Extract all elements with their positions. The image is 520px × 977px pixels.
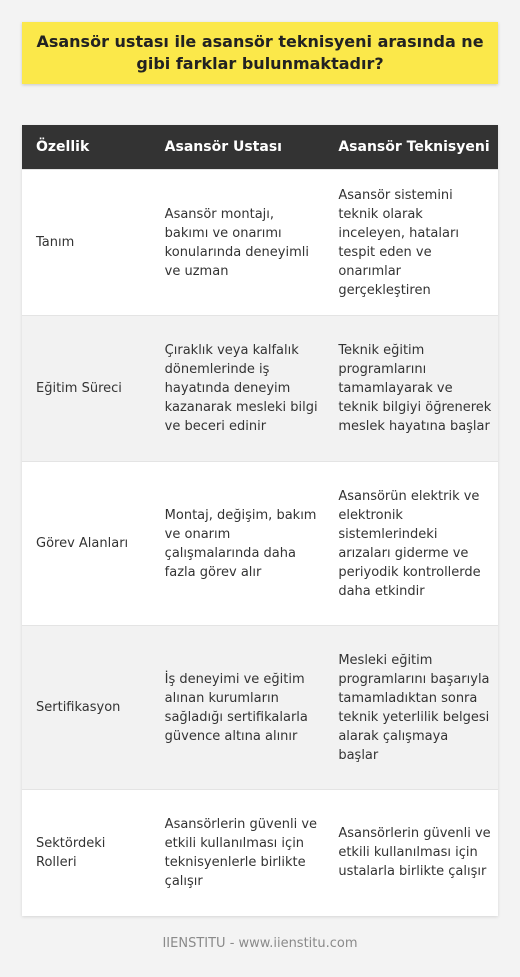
comparison-table	[22, 125, 498, 916]
feature-cell: Eğitim Süreci	[22, 316, 151, 462]
teknisyen-cell: Asansör sistemini teknik olarak inceleyen, hataları tespit eden ve onarımlar gerçekleştiren	[324, 170, 498, 316]
footer-credit: IIENSTITU - www.iienstitu.com	[162, 936, 358, 951]
teknisyen-cell: Teknik eğitim programlarını tamamlayarak ve teknik bilgiyi öğrenerek meslek hayatına başlar	[324, 316, 498, 462]
column-header-usta: Asansör Ustası	[151, 125, 325, 170]
usta-cell: Montaj, değişim, bakım ve onarım çalışmalarında daha fazla görev alır	[151, 462, 325, 626]
usta-cell: Asansörlerin güvenli ve etkili kullanılması için teknisyenlerle birlikte çalışır	[151, 790, 325, 916]
feature-cell: Tanım	[22, 170, 151, 316]
feature-cell: Sertifikasyon	[22, 626, 151, 790]
usta-cell: İş deneyimi ve eğitim alınan kurumların sağladığı sertifikalarla güvence altına alınır	[151, 626, 325, 790]
teknisyen-cell: Asansörlerin güvenli ve etkili kullanılması için ustalarla birlikte çalışır	[324, 790, 498, 916]
feature-cell: Görev Alanları	[22, 462, 151, 626]
page-title: Asansör ustası ile asansör teknisyeni arasında ne gibi farklar bulunmaktadır?	[36, 32, 484, 73]
column-header-feature: Özellik	[22, 125, 151, 170]
usta-cell: Çıraklık veya kalfalık dönemlerinde iş hayatında deneyim kazanarak mesleki bilgi ve beceri edinir	[151, 316, 325, 462]
title-banner	[22, 22, 498, 84]
table-row	[22, 626, 498, 790]
teknisyen-cell: Asansörün elektrik ve elektronik sistemlerindeki arızaları giderme ve periyodik kontrollerde daha etkindir	[324, 462, 498, 626]
table-row	[22, 462, 498, 626]
table-row	[22, 316, 498, 462]
usta-cell: Asansör montajı, bakımı ve onarımı konularında deneyimli ve uzman	[151, 170, 325, 316]
table-header-row	[22, 125, 498, 170]
column-header-teknisyen: Asansör Teknisyeni	[324, 125, 498, 170]
teknisyen-cell: Mesleki eğitim programlarını başarıyla tamamladıktan sonra teknik yeterlilik belgesi alarak çalışmaya başlar	[324, 626, 498, 790]
feature-cell: Sektördeki Rolleri	[22, 790, 151, 916]
table-row	[22, 790, 498, 916]
table-row	[22, 170, 498, 316]
